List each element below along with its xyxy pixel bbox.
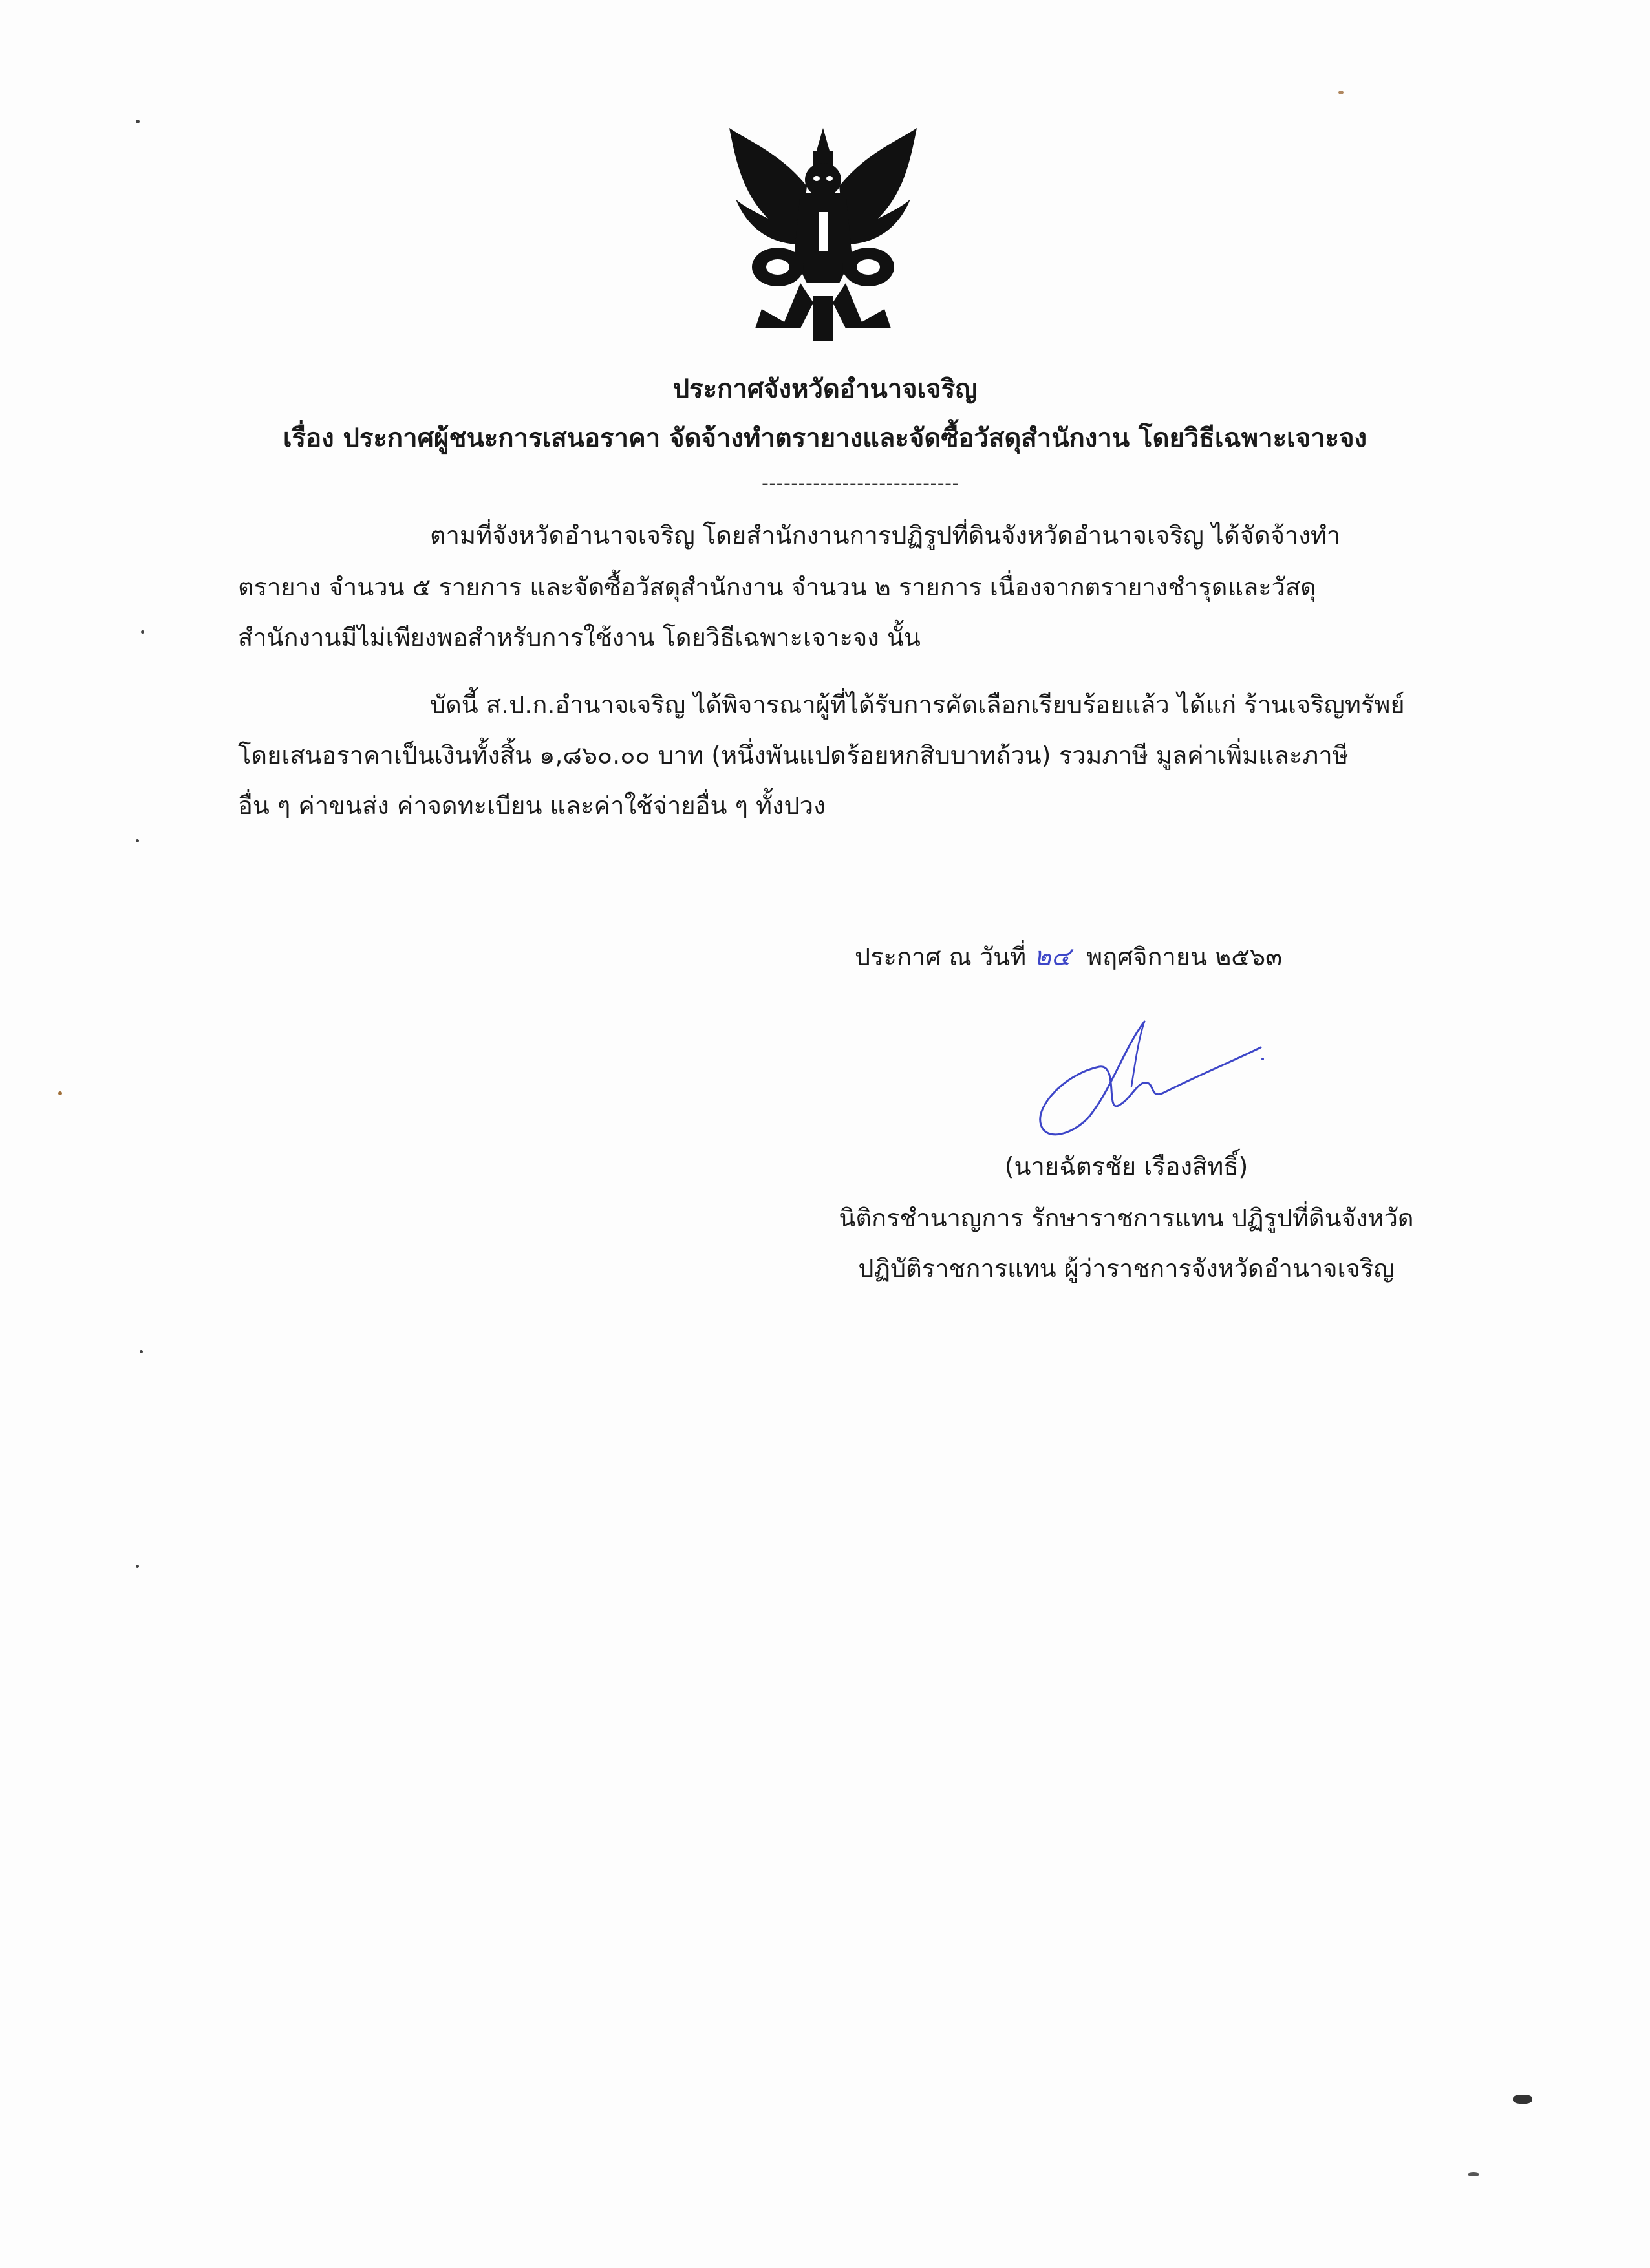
signatory-position1: นิติกรชำนาญการ รักษาราชการแทน ปฏิรูปที่ดินจังหวัด [839,1204,1414,1232]
scan-speck [136,1565,139,1568]
announce-date [855,939,1282,975]
document-title: ประกาศจังหวัดอำนาจเจริญ [672,374,978,404]
scan-speck [136,839,139,842]
paragraph1-line1: ตามที่จังหวัดอำนาจเจริญ โดยสำนักงานการปฏิรูปที่ดินจังหวัดอำนาจเจริญ ได้จัดจ้างทำ [430,521,1341,550]
garuda-emblem-icon [723,115,923,348]
scan-speck [1468,2172,1479,2176]
handwritten-day: ๒๔ [1034,942,1071,972]
document-subject: เรื่อง ประกาศผู้ชนะการเสนอราคา จัดจ้างทำตรายางและจัดซื้อวัสดุสำนักงาน โดยวิธีเฉพาะเจาะจง [283,423,1367,453]
announce-prefix: ประกาศ ณ วันที่ [855,943,1027,971]
scan-speck [141,630,144,634]
scan-speck [1338,91,1344,94]
signatory-position2: ปฏิบัติราชการแทน ผู้ว่าราชการจังหวัดอำนาจเจริญ [858,1254,1395,1283]
title-separator: --------------------------- [762,472,959,495]
announce-month-year: พฤศจิกายน ๒๕๖๓ [1086,943,1283,971]
scan-speck [58,1091,62,1095]
paragraph1-line3: สำนักงานมีไม่เพียงพอสำหรับการใช้งาน โดยวิธีเฉพาะเจาะจง นั้น [238,623,921,652]
scan-speck [1513,2095,1532,2104]
scan-speck [136,120,140,123]
paragraph2-line1: บัดนี้ ส.ป.ก.อำนาจเจริญ ได้พิจารณาผู้ที่ได้รับการคัดเลือกเรียบร้อยแล้ว ได้แก่ ร้านเจริญทรัพย์ [430,690,1405,719]
paragraph2-line3: อื่น ๆ ค่าขนส่ง ค่าจดทะเบียน และค่าใช้จ่ายอื่น ๆ ทั้งปวง [238,791,826,820]
signatory-name: (นายฉัตรชัย เรืองสิทธิ์) [1004,1152,1248,1181]
signature-icon [1009,1009,1280,1151]
paragraph1-line2: ตรายาง จำนวน ๕ รายการ และจัดซื้อวัสดุสำนักงาน จำนวน ๒ รายการ เนื่องจากตรายางชำรุดและวัสดุ [238,573,1316,601]
scan-speck [140,1350,143,1353]
paragraph2-line2: โดยเสนอราคาเป็นเงินทั้งสิ้น ๑,๘๖๐.๐๐ บาท (หนึ่งพันแปดร้อยหกสิบบาทถ้วน) รวมภาษี มูลค่าเพิ่มและภาษี [238,741,1349,769]
